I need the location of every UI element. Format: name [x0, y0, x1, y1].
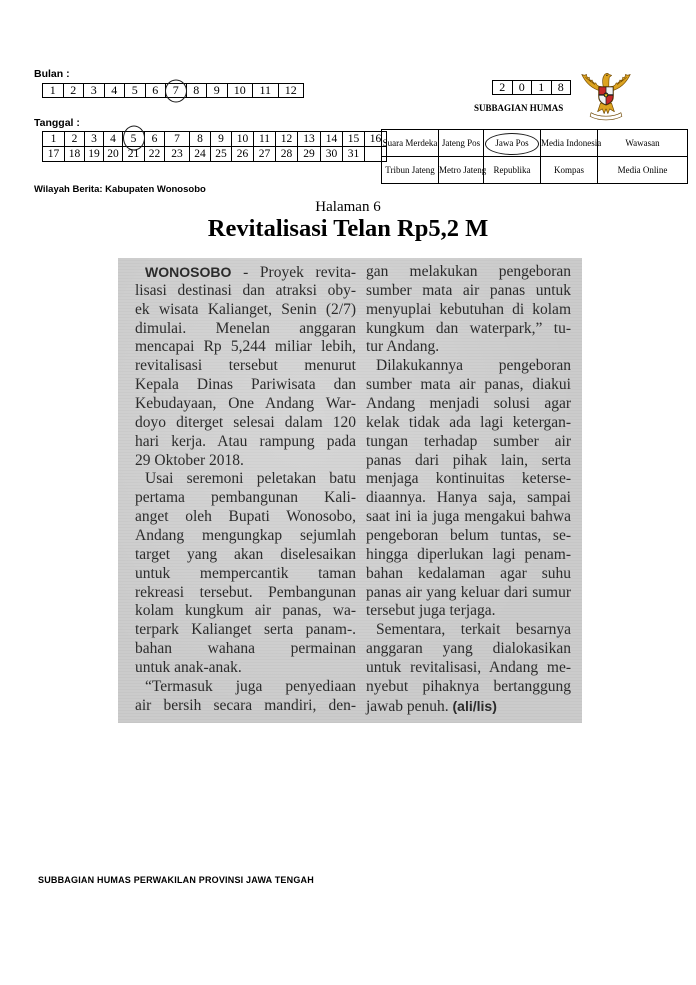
tanggal-cell: [165, 147, 190, 162]
bulan-cell: [227, 84, 253, 98]
bulan-cell-label: 1: [49, 83, 56, 97]
unit-name: SUBBAGIAN HUMAS: [474, 103, 564, 113]
article-line-text: untuk mempercantik taman: [135, 564, 356, 582]
tanggal-cell: [276, 132, 298, 147]
article-line-text: Kebudayaan, One Andang War-: [135, 395, 356, 413]
article-line: [135, 527, 356, 546]
article-line: [135, 565, 356, 584]
article-line-text: Sementara, terkait besarnya: [376, 621, 571, 639]
bulan-cell: [253, 84, 279, 98]
article-line-text: tersebut juga terjaga.: [366, 602, 496, 620]
tanggal-cell-label: 22: [148, 148, 161, 160]
tanggal-cell-label: 4: [110, 133, 116, 145]
article-line: [366, 263, 571, 282]
tanggal-row: [43, 147, 387, 162]
article-line-text: anggaran yang dialokasikan: [366, 640, 571, 658]
tanggal-cell-label: 24: [194, 148, 206, 160]
tanggal-cell: [123, 132, 145, 147]
article-line: [135, 489, 356, 508]
tanggal-cell: [145, 132, 165, 147]
article-line: [366, 659, 571, 678]
garuda-pancasila-icon: [578, 66, 634, 122]
article-line-text: mencapai Rp 5,244 miliar lebih,: [135, 338, 356, 356]
bulan-cell-label: 4: [111, 83, 118, 97]
tanggal-cell: [321, 147, 343, 162]
article-line-text: Kepala Dinas Pariwisata dan: [135, 376, 356, 394]
article-line: [366, 301, 571, 320]
article-line: [135, 659, 356, 678]
tanggal-cell-label: 5: [130, 133, 137, 145]
article-line: [366, 565, 571, 584]
article-line-text: sumber mata air panas untuk: [366, 281, 571, 299]
bulan-cell: [166, 84, 187, 98]
tanggal-cell-label: 12: [280, 133, 293, 145]
article-line: [135, 621, 356, 640]
article-line: [366, 546, 571, 565]
article-line: [135, 282, 356, 301]
media-source-cell: [484, 130, 541, 157]
bulan-cell-label: 8: [193, 83, 200, 97]
tanggal-cell: [211, 147, 232, 162]
article-line-text: revitalisasi tersebut menurut: [135, 357, 356, 375]
bulan-cell-label: 9: [213, 83, 220, 97]
article-line-text: dimulai. Menelan anggaran: [135, 319, 356, 337]
article-line: [135, 602, 356, 621]
bulan-cell-label: 5: [131, 83, 138, 97]
article-line: [366, 527, 571, 546]
bulan-cell-label: 3: [90, 83, 97, 97]
tahun-digit-cell: [532, 81, 552, 95]
headline: Revitalisasi Telan Rp5,2 M: [207, 215, 489, 242]
tanggal-cell-label: 26: [236, 148, 249, 160]
tanggal-cell: [254, 147, 276, 162]
bulan-cell: [63, 84, 84, 98]
article-line-text: Usai seremoni peletakan batu: [145, 470, 356, 488]
article-line-text: “Termasuk juga penyediaan: [145, 677, 356, 695]
article-line-text: pertama pembangunan Kali-: [135, 489, 356, 507]
tanggal-cell-label: 13: [303, 133, 315, 145]
bulan-row: [43, 84, 304, 98]
article-line: [135, 584, 356, 603]
media-source-cell-label: Wawasan: [625, 137, 660, 148]
media-row: [382, 157, 688, 184]
tanggal-cell-label: 11: [258, 133, 271, 145]
article-line-text: pengeboran belum tuntas, se-: [366, 527, 571, 545]
article-line: [366, 621, 571, 640]
article-line: [135, 320, 356, 339]
article-line-text: nyebut pihaknya bertanggung: [366, 677, 571, 695]
media-source-cell-label: Kompas: [554, 164, 584, 175]
tanggal-cell-label: 14: [325, 133, 338, 145]
article-line-text: untuk anak-anak.: [135, 659, 242, 677]
tanggal-cell-label: 17: [47, 148, 60, 160]
bulan-cell: [207, 84, 228, 98]
tanggal-grid: [42, 131, 387, 162]
media-source-cell-label: Tribun Jateng: [385, 164, 435, 175]
tanggal-cell: [43, 132, 65, 147]
bulan-cell-label: 6: [152, 83, 159, 97]
tanggal-cell: [65, 147, 85, 162]
tanggal-cell-label: 10: [236, 133, 249, 145]
tanggal-cell-label: 29: [303, 148, 315, 160]
article-line-text: sumber mata air panas, diakui: [366, 376, 571, 394]
tanggal-cell-label: 8: [197, 133, 203, 145]
article-line-text: Dilakukannya pengeboran: [376, 357, 571, 375]
article-line-text: menjaga kontinuitas keterse-: [366, 470, 571, 488]
article-line: [366, 338, 571, 357]
article-line-text: gan melakukan pengeboran: [366, 263, 571, 280]
bulan-cell: [104, 84, 125, 98]
article-line: [366, 433, 571, 452]
article-line-text: tur Andang.: [366, 338, 440, 356]
media-source-grid: [381, 129, 688, 184]
article-line: [366, 452, 571, 471]
media-source-cell-label: Republika: [493, 164, 531, 175]
article-line: [135, 357, 356, 376]
tanggal-cell: [343, 132, 365, 147]
article-line: [366, 602, 571, 621]
tanggal-cell: [104, 147, 123, 162]
bulan-label: Bulan :: [34, 68, 70, 80]
article-line-text: lisasi destinasi dan atraksi oby-: [135, 281, 356, 299]
bulan-cell: [125, 84, 146, 98]
tanggal-cell: [190, 132, 211, 147]
tanggal-cell-label: 15: [347, 133, 360, 145]
media-source-cell-label: Jateng Pos: [441, 137, 481, 148]
tahun-digit-cell-label: 2: [499, 80, 506, 94]
article-line-text: jawab penuh.: [366, 697, 449, 715]
article-line-text: rekreasi tersebut. Pembangunan: [135, 583, 356, 601]
article-line-text: menyuplai kebutuhan di kolam: [366, 300, 571, 318]
article-line: [135, 414, 356, 433]
article-column: [366, 263, 571, 716]
article-column: [135, 263, 356, 716]
media-source-cell: [382, 130, 439, 157]
bulan-grid: [42, 83, 304, 98]
tanggal-cell: [276, 147, 298, 162]
article-line: [135, 338, 356, 357]
dateline: WONOSOBO: [145, 264, 232, 280]
bulan-cell: [278, 84, 304, 98]
byline: (ali/lis): [452, 697, 497, 714]
tanggal-cell: [145, 147, 165, 162]
tanggal-cell-label: 16: [369, 133, 382, 145]
media-source-cell: [598, 130, 688, 157]
article-line-text: Andang mengungkap sejumlah: [135, 527, 356, 545]
bulan-cell: [84, 84, 105, 98]
media-source-cell: [541, 130, 602, 157]
bulan-cell-label: 2: [70, 83, 77, 97]
article-line: [135, 678, 356, 697]
media-row: [382, 130, 688, 157]
tanggal-cell: [254, 132, 276, 147]
tanggal-cell-label: 28: [280, 148, 293, 160]
media-source-cell-label: Suara Merdeka: [382, 137, 438, 148]
article-line: [135, 452, 356, 471]
article-line: [366, 489, 571, 508]
bulan-cell: [145, 84, 166, 98]
article-line-text: diaannya. Hanya saja, sampai: [366, 489, 571, 507]
article-line: [366, 697, 571, 716]
article-line: [135, 433, 356, 452]
bulan-cell-label: 12: [284, 83, 297, 97]
media-source-cell: [484, 157, 541, 184]
tanggal-cell: [211, 132, 232, 147]
tanggal-cell: [190, 147, 211, 162]
tanggal-cell-label: 27: [258, 148, 271, 160]
article-line-text: saat ini ia juga mengakui bahwa: [366, 508, 571, 526]
article-line: [366, 678, 571, 697]
tanggal-cell-label: 7: [174, 133, 180, 145]
tanggal-cell-label: 25: [215, 148, 227, 160]
article-line: [135, 395, 356, 414]
media-source-cell-label: Jawa Pos: [495, 137, 529, 148]
article-line-text: doyo diterget selesai dalam 120: [135, 413, 356, 431]
tahun-digit-cell-label: 8: [557, 80, 564, 94]
tahun-digit-cell: [493, 81, 513, 95]
article-line-text: ek wisata Kalianget, Senin (2/7): [135, 300, 356, 318]
media-source-cell: [439, 157, 487, 184]
media-source-cell: [541, 157, 598, 184]
media-source-cell-label: Metro Jateng: [439, 164, 487, 175]
tanggal-cell: [232, 132, 254, 147]
article-line: [366, 584, 571, 603]
bulan-cell-label: 10: [233, 83, 246, 97]
tanggal-row: [43, 132, 387, 147]
tanggal-cell: [298, 132, 321, 147]
article-line-text: air bersih secara mandiri, den-: [135, 696, 356, 714]
article-line: [135, 697, 356, 716]
tanggal-cell-label: 23: [171, 148, 183, 160]
page-number: Halaman 6: [315, 199, 381, 215]
article-line: [366, 508, 571, 527]
article-line-text: kungkum dan waterpark,” tu-: [366, 319, 571, 337]
article-line: [366, 640, 571, 659]
tanggal-cell-label: 31: [347, 148, 360, 160]
media-source-cell: [439, 130, 484, 157]
bulan-cell-label: 7: [172, 83, 179, 97]
article-line: [366, 320, 571, 339]
article-line-text: panas dari pihak lain, serta: [366, 451, 571, 469]
tanggal-cell-label: 2: [71, 133, 78, 145]
article-line: [135, 376, 356, 395]
tanggal-cell: [123, 147, 145, 162]
article-line-text: bahan wahana permainan: [135, 640, 356, 658]
bulan-cell: [186, 84, 207, 98]
tanggal-cell-label: 3: [91, 133, 97, 145]
article-line-text: kelak tidak ada lagi ketergan-: [366, 413, 571, 431]
article-line-text: 29 Oktober 2018.: [135, 451, 244, 469]
tahun-digit-cell-label: 1: [538, 80, 545, 94]
tanggal-cell: [85, 147, 104, 162]
article-line: [366, 376, 571, 395]
article-line-text: Andang menjadi solusi agar: [366, 395, 571, 413]
article-line: [366, 470, 571, 489]
media-source-cell: [382, 157, 439, 184]
article-line: [135, 263, 356, 282]
tahun-row: [493, 81, 571, 95]
tanggal-cell: [321, 132, 343, 147]
media-source-cell-label: Media Indonesia: [541, 137, 602, 148]
article-line-text: target yang akan diselesaikan: [135, 545, 356, 563]
bulan-cell-label: 11: [259, 83, 272, 97]
tanggal-cell-label: 20: [107, 148, 119, 160]
article-line: [135, 640, 356, 659]
tanggal-cell-label: 6: [151, 133, 158, 145]
tanggal-cell-label: 30: [325, 148, 338, 160]
article-line-text: panas air yang keluar dari sumur: [366, 583, 571, 601]
tanggal-label: Tanggal :: [34, 117, 80, 129]
media-source-cell: [598, 157, 688, 184]
article-scan: [118, 258, 582, 723]
footer-unit-name: SUBBAGIAN HUMAS PERWAKILAN PROVINSI JAWA TENGAH: [38, 875, 314, 885]
tanggal-cell-label: 18: [68, 148, 81, 160]
article-line-text: bahan kedalaman agar suhu: [366, 564, 571, 582]
tanggal-cell-label: 9: [218, 133, 224, 145]
bulan-cell: [43, 84, 64, 98]
article-line-text: hari kerja. Atau rampung pada: [135, 432, 356, 450]
tahun-digit-cell-label: 0: [518, 80, 525, 94]
tanggal-cell: [104, 132, 123, 147]
tanggal-cell-label: 21: [127, 148, 140, 160]
article-line-text: anget oleh Bupati Wonosobo,: [135, 508, 356, 526]
article-line: [366, 282, 571, 301]
tanggal-cell: [343, 147, 365, 162]
article-line: [366, 357, 571, 376]
tanggal-cell: [232, 147, 254, 162]
article-line-text: untuk revitalisasi, Andang me-: [366, 659, 571, 677]
tanggal-cell: [85, 132, 104, 147]
tanggal-cell: [165, 132, 190, 147]
tahun-digit-cell: [512, 81, 532, 95]
tanggal-cell: [65, 132, 85, 147]
article-line-text: - Proyek revita-: [243, 264, 356, 281]
article-line-text: kolam kungkum air panas, wa-: [135, 602, 356, 620]
article-line-text: tungan terhadap sumber air: [366, 432, 571, 450]
media-source-cell-label: Media Online: [617, 164, 668, 175]
article-line: [135, 546, 356, 565]
article-line: [366, 395, 571, 414]
article-line-text: hingga diperlukan lagi penam-: [366, 545, 571, 563]
tahun-digit-cell: [551, 81, 571, 95]
article-line-text: terpark Kalianget serta panam-.: [135, 621, 356, 639]
tanggal-cell: [298, 147, 321, 162]
article-line: [366, 414, 571, 433]
article-line: [135, 470, 356, 489]
article-line: [135, 508, 356, 527]
tanggal-cell-label: 19: [88, 148, 100, 160]
tahun-grid: [492, 80, 571, 95]
tanggal-cell: [43, 147, 65, 162]
tanggal-cell-label: 1: [50, 133, 57, 145]
wilayah-berita: Wilayah Berita: Kabupaten Wonosobo: [34, 184, 206, 195]
article-line: [135, 301, 356, 320]
